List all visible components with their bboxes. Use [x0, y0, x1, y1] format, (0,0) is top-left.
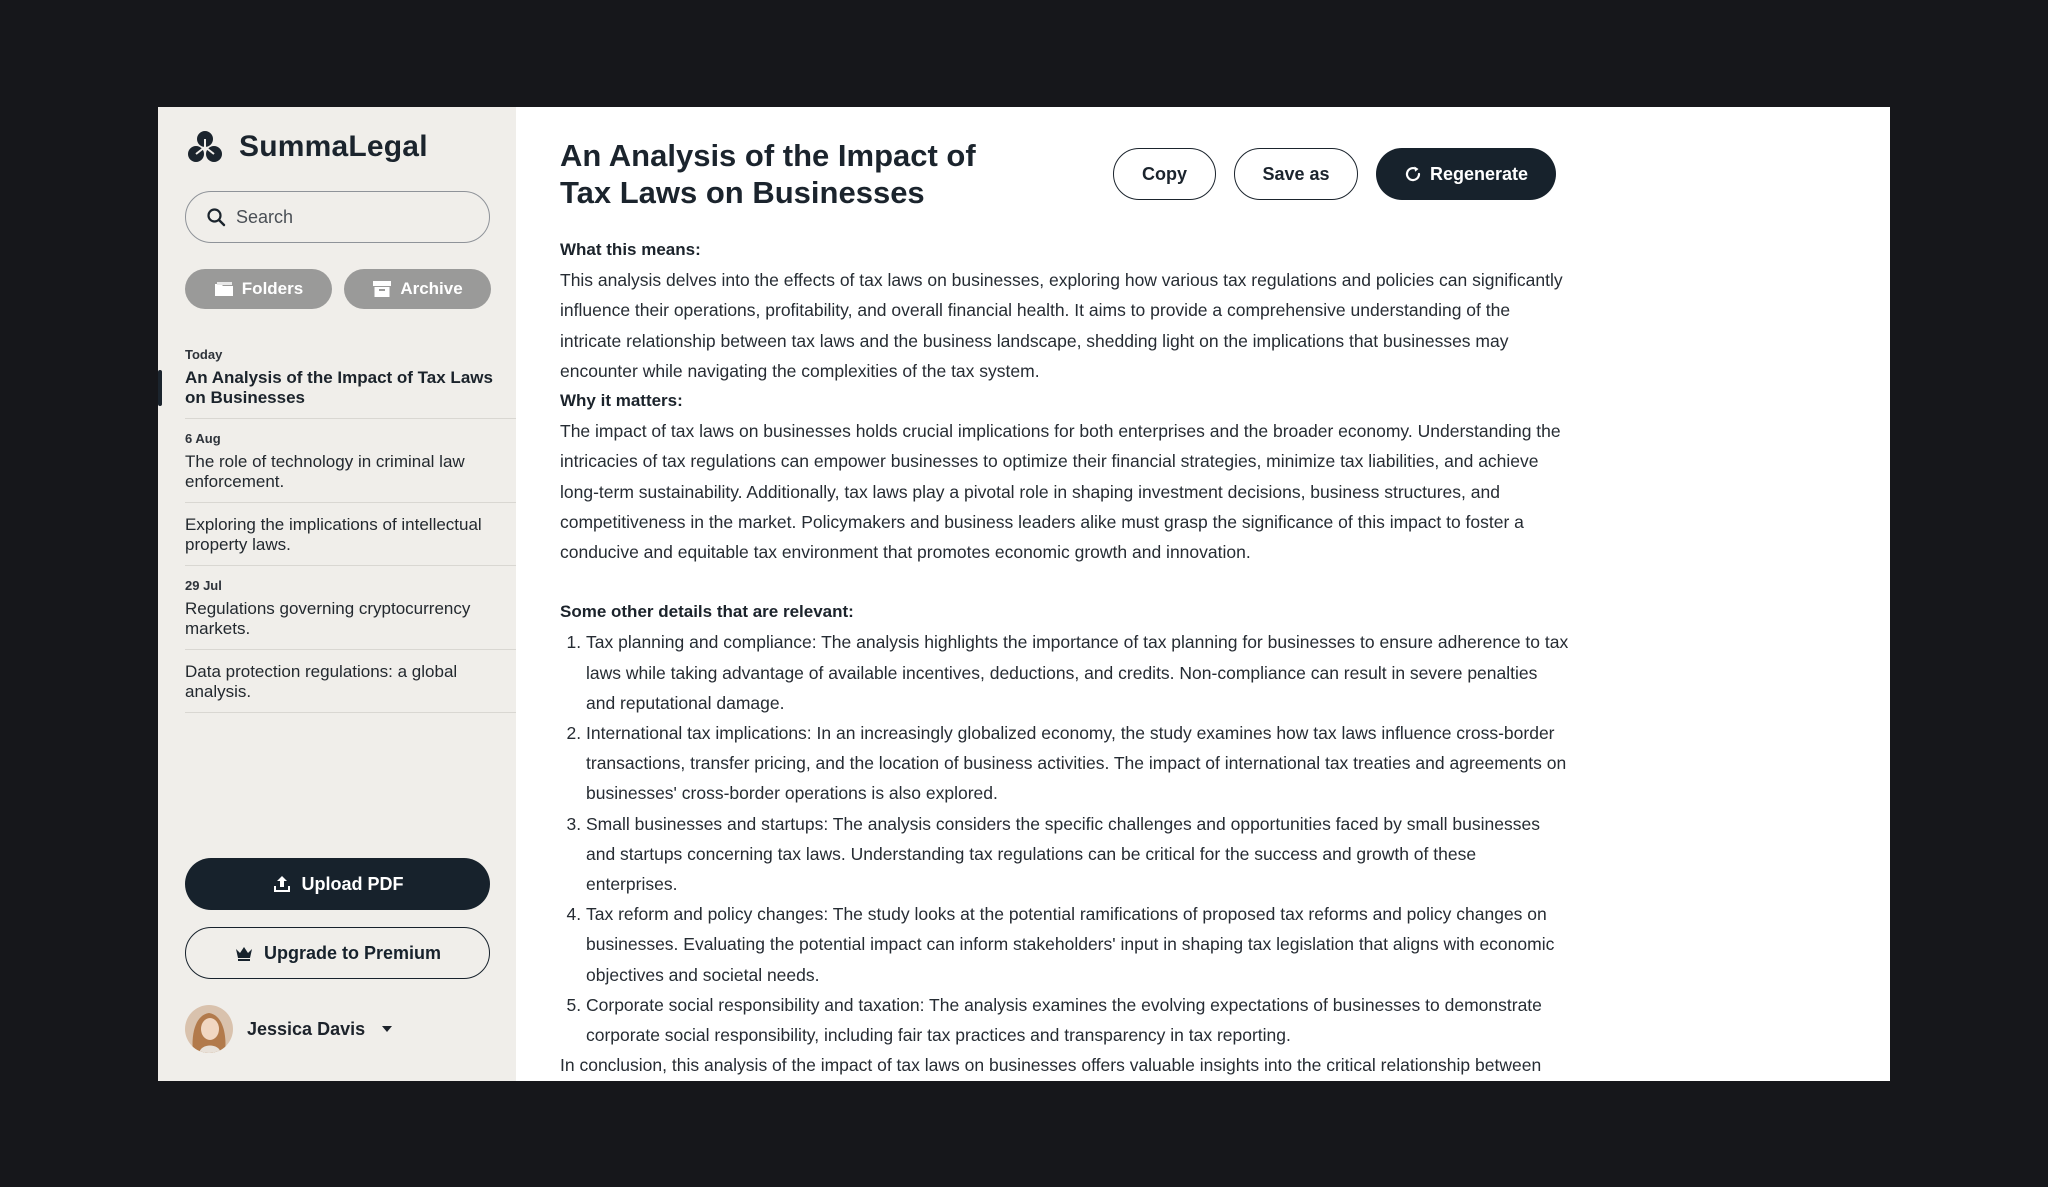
app-window — [158, 107, 1890, 1081]
upload-label: Upload PDF — [301, 873, 404, 894]
spacer — [560, 567, 1570, 597]
user-menu[interactable] — [185, 1005, 393, 1053]
archive-label: Archive — [400, 279, 463, 298]
group-label: 6 Aug — [185, 431, 221, 446]
conclusion-text: In conclusion, this analysis of the impact of tax laws on businesses offers valuable insights into the critical relationship between — [560, 1055, 1542, 1076]
folders-button[interactable] — [185, 269, 332, 309]
save-as-button[interactable]: Save as — [1234, 148, 1358, 200]
archive-button[interactable] — [344, 269, 491, 309]
brand[interactable] — [185, 127, 428, 167]
sidebar — [158, 107, 516, 1081]
section-heading: Some other details that are relevant: — [560, 602, 854, 622]
main-panel — [516, 107, 1890, 1081]
history-item[interactable]: An Analysis of the Impact of Tax Laws on Businesses — [185, 368, 516, 419]
section-heading: What this means: — [560, 240, 701, 259]
history-group-6-aug — [185, 431, 516, 566]
section-text: The impact of tax laws on businesses holds crucial implications for both enterprises and the broader economy. Understanding the intricacies of tax regulations can empower businesses to optimize their financial strategies, minimize tax liabilities, and achieve long-term sustainability. Additionally, tax laws play a pivotal role in shaping investment decisions, business structures, and competitiveness in the market. Policymakers and business leaders alike must grasp the significance of this impact to foster a conducive and equitable tax environment that promotes economic growth and innovation. — [560, 421, 1561, 563]
list-item: 4. Tax reform and policy changes: The study looks at the potential ramifications of proposed tax reforms and policy changes on businesses. Evaluating the potential impact can inform stakeholders' input in shaping tax legislation that aligns with economic objectives and societal needs. — [586, 899, 1570, 990]
search-input[interactable] — [236, 207, 476, 228]
premium-label: Upgrade to Premium — [263, 942, 442, 963]
folders-label: Folders — [241, 279, 304, 298]
toolbar — [1113, 148, 1556, 200]
history-list — [185, 347, 516, 725]
avatar — [185, 1005, 233, 1053]
history-group-today — [185, 347, 516, 419]
history-group-29-jul — [185, 578, 516, 713]
regenerate-label: Regenerate — [1429, 163, 1529, 184]
crown-icon — [234, 943, 254, 963]
refresh-icon — [1404, 165, 1422, 183]
upload-pdf-button[interactable] — [185, 858, 490, 910]
group-label: Today — [185, 347, 223, 362]
list-item: 1. Tax planning and compliance: The analysis highlights the importance of tax planning for businesses to ensure adherence to tax laws while taking advantage of available incentives, deductions, and credits. Non-compliance can result in severe penalties and reputational damage. — [586, 627, 1570, 718]
user-name: Jessica Davis — [247, 1018, 366, 1039]
history-item[interactable]: The role of technology in criminal law enforcement. — [185, 452, 516, 503]
search-box[interactable] — [185, 191, 490, 243]
sidebar-filters — [185, 269, 491, 309]
list-item: 3. Small businesses and startups: The analysis considers the specific challenges and opportunities faced by small businesses and startups concerning tax laws. Understanding tax regulations can be critical for the success and growth of these enterprises. — [586, 809, 1570, 900]
archive-icon — [372, 280, 392, 298]
group-label: 29 Jul — [185, 578, 222, 593]
search-icon — [206, 207, 226, 227]
history-item[interactable]: Data protection regulations: a global analysis. — [185, 662, 516, 713]
list-item: 5. Corporate social responsibility and taxation: The analysis examines the evolving expectations of businesses to demonstrate corporate social responsibility, including fair tax practices and transparency in tax reporting. — [586, 990, 1570, 1050]
history-item[interactable]: Exploring the implications of intellectual property laws. — [185, 515, 516, 566]
history-item[interactable]: Regulations governing cryptocurrency markets. — [185, 599, 516, 650]
chevron-down-icon[interactable] — [381, 1024, 393, 1034]
regenerate-button[interactable] — [1376, 148, 1556, 200]
upgrade-premium-button[interactable] — [185, 927, 490, 979]
logo-icon — [185, 127, 225, 167]
page-title: An Analysis of the Impact of Tax Laws on Businesses — [560, 138, 976, 210]
brand-name: SummaLegal — [239, 130, 428, 163]
section-text: This analysis delves into the effects of tax laws on businesses, exploring how various tax regulations and policies can significantly influence their operations, profitability, and overall financial health. It aims to provide a comprehensive understanding of the intricate relationship between tax laws and the business landscape, shedding light on the implications that businesses may encounter while navigating the complexities of the tax system. — [560, 270, 1563, 381]
list-item: 2. International tax implications: In an increasingly globalized economy, the study examines how tax laws influence cross-border transactions, transfer pricing, and the location of business activities. The impact of international tax treaties and agreements on businesses' cross-border operations is also explored. — [586, 718, 1570, 809]
summary-content — [560, 235, 1570, 1080]
folder-icon — [214, 280, 234, 298]
copy-button[interactable]: Copy — [1113, 148, 1216, 200]
upload-icon — [272, 874, 292, 894]
section-heading: Why it matters: — [560, 391, 683, 411]
details-list — [560, 627, 1570, 1050]
